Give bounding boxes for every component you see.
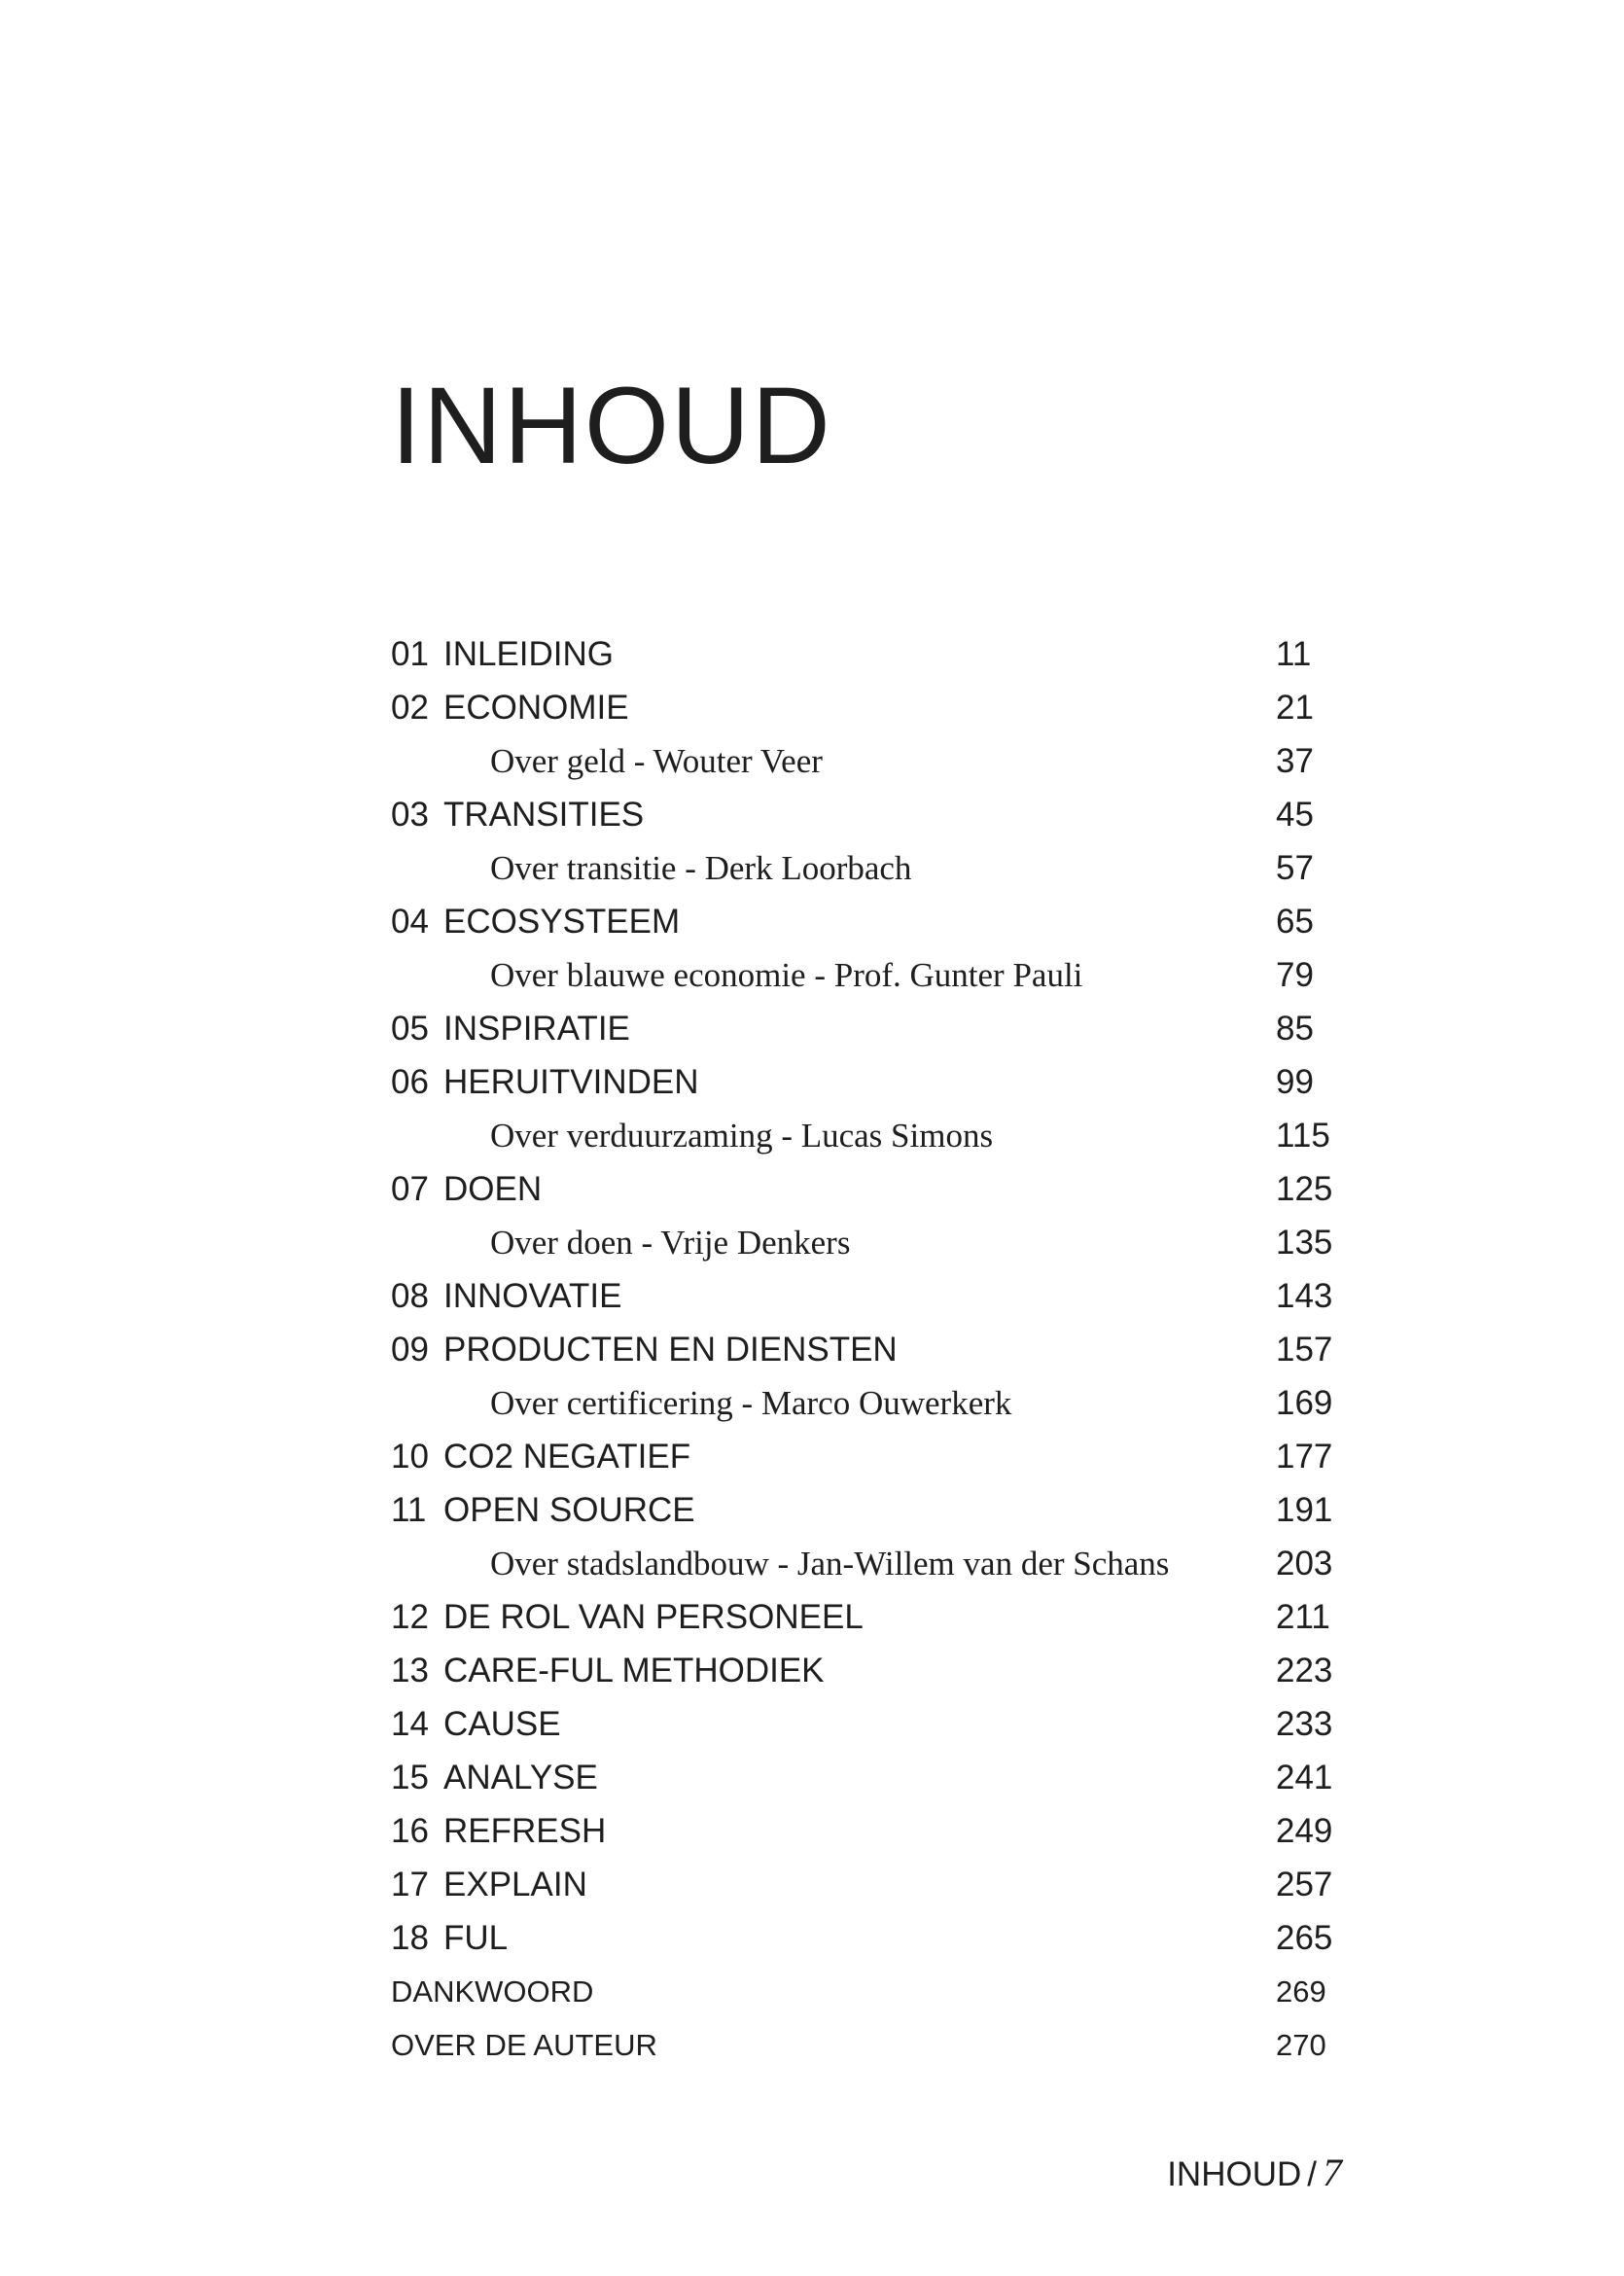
toc-page-number: 265 <box>1276 1919 1333 1957</box>
toc-row <box>391 1590 1344 1644</box>
toc-page-number: 249 <box>1276 1812 1333 1850</box>
toc-row <box>391 1323 1344 1376</box>
toc-chapter-number: 05 <box>391 1010 429 1048</box>
toc-subentry-title: Over doen - Vrije Denkers <box>490 1224 851 1262</box>
toc-row <box>391 1644 1344 1697</box>
toc-entry-title: TRANSITIES <box>443 796 645 834</box>
toc-row <box>391 1269 1344 1323</box>
toc-entry-title: ANALYSE <box>443 1759 598 1796</box>
toc-row <box>391 948 1344 1002</box>
toc-row <box>391 1002 1344 1055</box>
toc-chapter-number: 17 <box>391 1866 429 1903</box>
toc-subentry-title: Over blauwe economie - Prof. Gunter Pauli <box>490 956 1083 994</box>
toc-row <box>391 1055 1344 1109</box>
toc-row <box>391 1430 1344 1483</box>
toc-entry-title: INSPIRATIE <box>443 1010 630 1048</box>
toc-chapter-number: 16 <box>391 1812 429 1850</box>
toc-row <box>391 1965 1344 2018</box>
toc-page-number: 45 <box>1276 796 1314 834</box>
toc-subentry-title: Over certificering - Marco Ouwerkerk <box>490 1384 1012 1422</box>
toc-entry-title: DOEN <box>443 1170 543 1208</box>
toc-page-number: 65 <box>1276 903 1314 941</box>
toc-subentry-title: Over geld - Wouter Veer <box>490 742 823 780</box>
toc-row <box>391 1858 1344 1911</box>
toc-row <box>391 1109 1344 1162</box>
toc-row <box>391 1216 1344 1269</box>
toc-page-number: 21 <box>1276 689 1314 727</box>
table-of-contents <box>391 627 1344 2072</box>
toc-entry-title: CAUSE <box>443 1705 561 1743</box>
running-footer <box>1147 2150 1342 2195</box>
toc-chapter-number: 14 <box>391 1705 429 1743</box>
toc-chapter-number: 02 <box>391 689 429 727</box>
toc-chapter-number: 10 <box>391 1438 429 1476</box>
toc-page-number: 269 <box>1276 1974 1326 2009</box>
toc-entry-title: OVER DE AUTEUR <box>391 2028 657 2062</box>
toc-page-number: 211 <box>1276 1598 1330 1636</box>
toc-page-number: 135 <box>1276 1224 1333 1262</box>
toc-page-number: 79 <box>1276 956 1314 994</box>
toc-chapter-number: 03 <box>391 796 429 834</box>
toc-entry-title: ECOSYSTEEM <box>443 903 681 941</box>
toc-page-number: 57 <box>1276 849 1314 887</box>
toc-row <box>391 1697 1344 1751</box>
toc-row <box>391 1804 1344 1858</box>
toc-entry-title: ECONOMIE <box>443 689 629 727</box>
toc-page-number: 177 <box>1276 1438 1333 1476</box>
toc-page-number: 169 <box>1276 1384 1333 1422</box>
toc-row <box>391 681 1344 734</box>
toc-row <box>391 2018 1344 2072</box>
toc-page-number: 233 <box>1276 1705 1333 1743</box>
toc-page-number: 241 <box>1276 1759 1333 1796</box>
toc-page-number: 125 <box>1276 1170 1333 1208</box>
toc-page-number: 99 <box>1276 1063 1314 1101</box>
toc-row <box>391 627 1344 681</box>
toc-entry-title: OPEN SOURCE <box>443 1491 695 1529</box>
toc-row <box>391 1537 1344 1590</box>
toc-entry-title: CO2 NEGATIEF <box>443 1438 691 1476</box>
toc-row <box>391 734 1344 788</box>
toc-page-number: 157 <box>1276 1331 1333 1369</box>
toc-entry-title: REFRESH <box>443 1812 607 1850</box>
toc-chapter-number: 15 <box>391 1759 429 1796</box>
toc-entry-title: PRODUCTEN EN DIENSTEN <box>443 1331 898 1369</box>
toc-entry-title: DE ROL VAN PERSONEEL <box>443 1598 864 1636</box>
footer-section: INHOUD <box>1167 2155 1302 2193</box>
toc-subentry-title: Over verduurzaming - Lucas Simons <box>490 1117 994 1155</box>
toc-page-number: 115 <box>1276 1117 1330 1155</box>
toc-row <box>391 841 1344 895</box>
toc-page-number: 203 <box>1276 1545 1333 1583</box>
toc-page-number: 257 <box>1276 1866 1333 1903</box>
toc-chapter-number: 06 <box>391 1063 429 1101</box>
toc-entry-title: HERUITVINDEN <box>443 1063 699 1101</box>
footer-separator: / <box>1307 2155 1317 2193</box>
toc-chapter-number: 04 <box>391 903 429 941</box>
toc-page-number: 191 <box>1276 1491 1333 1529</box>
page-title: INHOUD <box>391 365 832 486</box>
toc-chapter-number: 12 <box>391 1598 429 1636</box>
toc-chapter-number: 09 <box>391 1331 429 1369</box>
toc-page-number: 37 <box>1276 742 1314 780</box>
footer-page-number: 7 <box>1323 2151 1342 2194</box>
toc-subentry-title: Over transitie - Derk Loorbach <box>490 849 912 887</box>
toc-entry-title: DANKWOORD <box>391 1974 594 2009</box>
toc-entry-title: EXPLAIN <box>443 1866 587 1903</box>
toc-page-number: 11 <box>1276 635 1312 673</box>
toc-page-number: 85 <box>1276 1010 1314 1048</box>
toc-row <box>391 788 1344 841</box>
toc-row <box>391 1162 1344 1216</box>
toc-entry-title: INNOVATIE <box>443 1277 622 1315</box>
toc-row <box>391 1483 1344 1537</box>
toc-row <box>391 1751 1344 1804</box>
toc-page-number: 223 <box>1276 1652 1333 1689</box>
toc-chapter-number: 08 <box>391 1277 429 1315</box>
toc-page-number: 143 <box>1276 1277 1333 1315</box>
toc-page-number: 270 <box>1276 2028 1326 2062</box>
toc-chapter-number: 07 <box>391 1170 429 1208</box>
toc-row <box>391 1376 1344 1430</box>
toc-subentry-title: Over stadslandbouw - Jan-Willem van der Schans <box>490 1545 1170 1583</box>
toc-chapter-number: 11 <box>391 1491 427 1529</box>
toc-row <box>391 895 1344 948</box>
toc-row <box>391 1911 1344 1965</box>
toc-entry-title: CARE-FUL METHODIEK <box>443 1652 825 1689</box>
toc-chapter-number: 18 <box>391 1919 429 1957</box>
toc-chapter-number: 13 <box>391 1652 429 1689</box>
toc-entry-title: INLEIDING <box>443 635 615 673</box>
toc-chapter-number: 01 <box>391 635 429 673</box>
toc-entry-title: FUL <box>443 1919 509 1957</box>
